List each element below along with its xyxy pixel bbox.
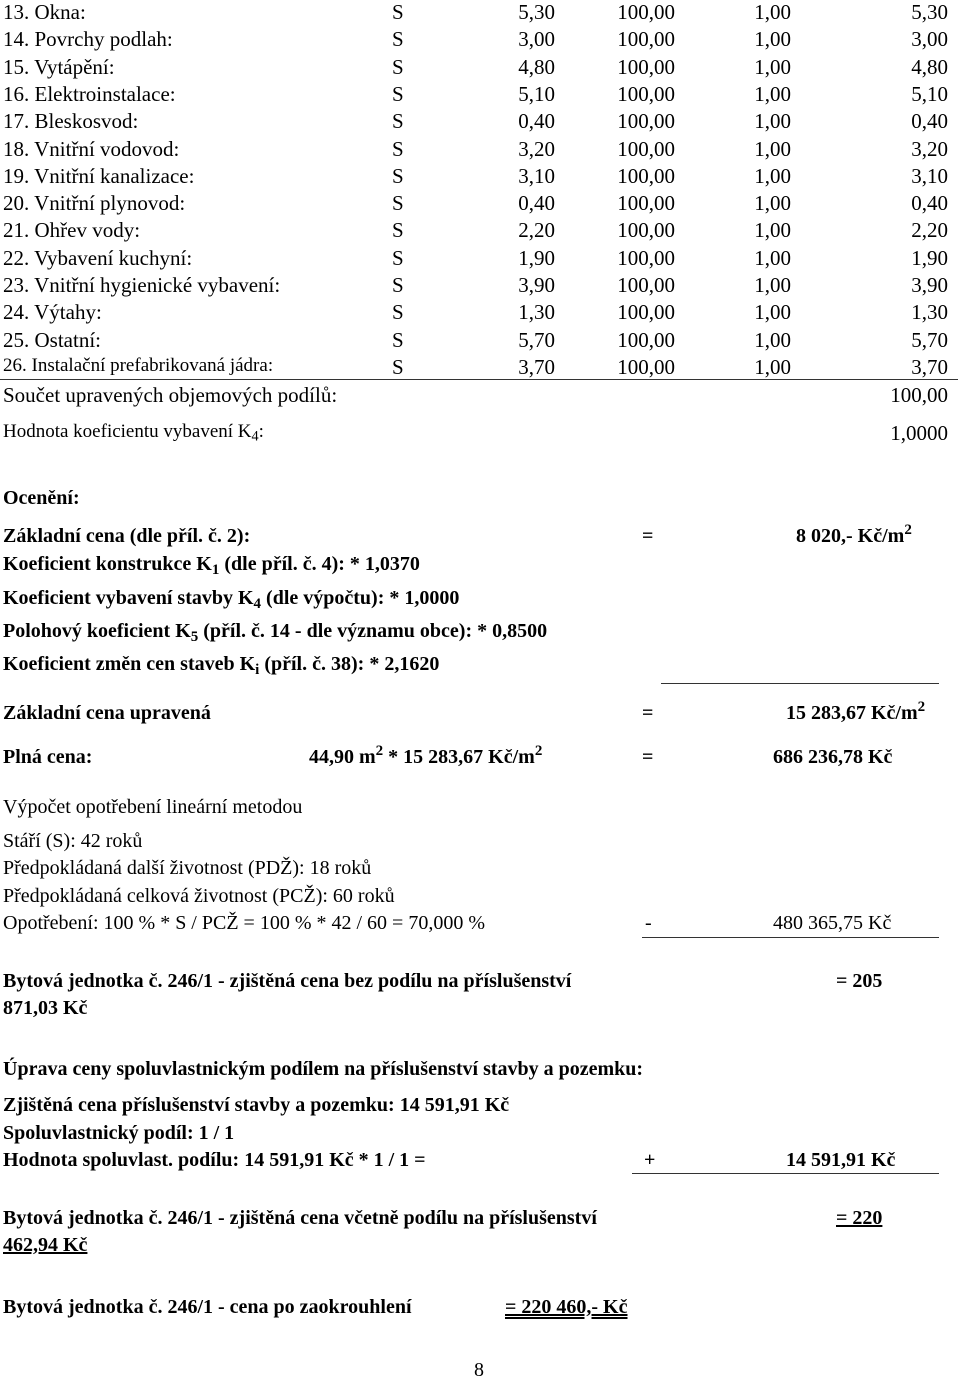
row-value-1: 5,10 xyxy=(518,81,555,106)
row-value-2: 100,00 xyxy=(617,327,675,352)
row-code: S xyxy=(392,300,404,325)
row-value-1: 5,70 xyxy=(518,327,555,352)
row-name: 24. Výtahy: xyxy=(3,300,102,325)
row-name: 26. Instalační prefabrikovaná jádra: xyxy=(3,354,274,376)
row-name: 21. Ohřev vody: xyxy=(3,218,141,243)
sum-value: 100,00 xyxy=(890,383,948,407)
row-name: 20. Vnitřní plynovod: xyxy=(3,191,186,216)
wear-title: Výpočet opotřebení lineární metodou xyxy=(3,796,303,818)
row-code: S xyxy=(392,27,404,52)
unit-price-label: Bytová jednotka č. 246/1 - zjištěná cena bez podílu na příslušenství xyxy=(3,970,572,992)
row-value-3: 1,00 xyxy=(754,27,791,52)
k1-coefficient: Koeficient konstrukce $K_1$ (dle příl. č. 4): * 1,0370 xyxy=(3,553,420,578)
coefficient-divider xyxy=(661,683,939,684)
row-code: S xyxy=(392,109,404,134)
row-value-2: 100,00 xyxy=(617,27,675,52)
table-row xyxy=(0,0,960,27)
table-row xyxy=(0,55,960,82)
row-value-4: 3,10 xyxy=(911,163,948,188)
row-value-2: 100,00 xyxy=(617,245,675,270)
row-code: S xyxy=(392,191,404,216)
row-value-1: 3,70 xyxy=(518,354,555,379)
row-name: 16. Elektroinstalace: xyxy=(3,81,176,106)
row-name: 25. Ostatní: xyxy=(3,327,101,352)
row-value-3: 1,00 xyxy=(754,136,791,161)
row-value-4: 0,40 xyxy=(911,191,948,216)
share-heading: Úprava ceny spoluvlastnickým podílem na příslušenství stavby a pozemku: xyxy=(3,1058,644,1080)
row-name: 13. Okna: xyxy=(3,0,86,24)
wear-remaining-life: Předpokládaná další životnost (PDŽ): 18 roků xyxy=(3,857,372,879)
row-value-4: 0,40 xyxy=(911,109,948,134)
sum-label: Součet upravených objemových podílů: xyxy=(3,383,338,407)
wear-sign: - xyxy=(645,912,652,934)
share-value: 14 591,91 Kč xyxy=(786,1149,896,1171)
table-row xyxy=(0,164,960,191)
row-value-2: 100,00 xyxy=(617,109,675,134)
table-row xyxy=(0,82,960,109)
row-value-4: 3,20 xyxy=(911,136,948,161)
row-value-3: 1,00 xyxy=(754,245,791,270)
base-price-label: Základní cena (dle příl. č. 2): xyxy=(3,525,251,547)
row-value-3: 1,00 xyxy=(754,109,791,134)
wear-age: Stáří (S): 42 roků xyxy=(3,830,143,852)
row-value-2: 100,00 xyxy=(617,81,675,106)
row-code: S xyxy=(392,273,404,297)
table-row xyxy=(0,328,960,355)
row-name: 14. Povrchy podlah: xyxy=(3,27,173,52)
row-value-4: 1,30 xyxy=(911,300,948,325)
row-value-3: 1,00 xyxy=(754,81,791,106)
row-code: S xyxy=(392,54,404,79)
table-row xyxy=(0,355,960,382)
row-value-1: 3,10 xyxy=(518,163,555,188)
row-value-1: 2,20 xyxy=(518,218,555,243)
row-name: 17. Bleskosvod: xyxy=(3,109,139,134)
row-value-4: 3,00 xyxy=(911,27,948,52)
row-value-3: 1,00 xyxy=(754,163,791,188)
row-name: 19. Vnitřní kanalizace: xyxy=(3,163,195,188)
adjusted-price-value: 15 283,67 $Kč/m^2$ xyxy=(786,698,926,724)
unit-price-value: = 205 xyxy=(836,970,883,992)
row-value-3: 1,00 xyxy=(754,191,791,216)
share-found-price: Zjištěná cena příslušenství stavby a pozemku: 14 591,91 Kč xyxy=(3,1094,510,1116)
table-row xyxy=(0,191,960,218)
full-price-eq: = xyxy=(642,746,654,768)
share-sign: + xyxy=(644,1149,656,1171)
row-value-1: 1,30 xyxy=(518,300,555,325)
row-value-1: 3,00 xyxy=(518,27,555,52)
row-code: S xyxy=(392,81,404,106)
row-code: S xyxy=(392,163,404,188)
row-value-4: 4,80 xyxy=(911,54,948,79)
row-name: 18. Vnitřní vodovod: xyxy=(3,136,180,161)
row-value-1: 1,90 xyxy=(518,245,555,270)
row-value-4: 5,70 xyxy=(911,327,948,352)
wear-value: 480 365,75 Kč xyxy=(773,912,892,934)
share-value-label: Hodnota spoluvlast. podílu: 14 591,91 Kč * 1 / 1 = xyxy=(3,1149,426,1171)
row-code: S xyxy=(392,327,404,352)
row-code: S xyxy=(392,136,404,161)
row-value-2: 100,00 xyxy=(617,0,675,24)
final-price-value: = 220 xyxy=(836,1207,883,1229)
row-value-1: 5,30 xyxy=(518,0,555,24)
final-price-value-cont: 462,94 Kč xyxy=(3,1234,88,1256)
wear-calculation: Opotřebení: 100 % * S / PCŽ = 100 % * 42 / 60 = 70,000 % xyxy=(3,912,485,934)
k4-coefficient-label: Hodnota koeficientu vybavení $K_4$: xyxy=(3,421,264,445)
rounded-price-value: = 220 460,- Kč xyxy=(505,1296,628,1318)
row-value-1: 3,20 xyxy=(518,136,555,161)
table-row xyxy=(0,137,960,164)
k5-coefficient: Polohový koeficient $K_5$ (příl. č. 14 - dle významu obce): * 0,8500 xyxy=(3,620,548,645)
page-number: 8 xyxy=(474,1359,484,1381)
table-divider xyxy=(0,379,958,380)
row-value-2: 100,00 xyxy=(617,273,675,297)
row-value-1: 0,40 xyxy=(518,191,555,216)
row-value-3: 1,00 xyxy=(754,354,791,379)
k4-stavby-coefficient: Koeficient vybavení stavby $K_4$ (dle výpočtu): * 1,0000 xyxy=(3,587,460,612)
unit-price-value-cont: 871,03 Kč xyxy=(3,997,88,1019)
row-value-2: 100,00 xyxy=(617,218,675,243)
share-ratio: Spoluvlastnický podíl: 1 / 1 xyxy=(3,1122,235,1144)
full-price-label: Plná cena: xyxy=(3,746,93,768)
row-code: S xyxy=(392,0,404,24)
row-value-2: 100,00 xyxy=(617,354,675,379)
row-value-3: 1,00 xyxy=(754,54,791,79)
row-value-4: 1,90 xyxy=(911,245,948,270)
share-divider xyxy=(632,1173,939,1174)
row-value-3: 1,00 xyxy=(754,300,791,325)
row-value-2: 100,00 xyxy=(617,191,675,216)
table-row xyxy=(0,246,960,273)
row-value-1: 0,40 xyxy=(518,109,555,134)
row-value-3: 1,00 xyxy=(754,0,791,24)
final-price-label: Bytová jednotka č. 246/1 - zjištěná cena včetně podílu na příslušenství xyxy=(3,1207,597,1229)
row-value-2: 100,00 xyxy=(617,136,675,161)
full-price-calc: 44,90 $m^2 * 15$ 283,67 $Kč/m^2$ xyxy=(309,742,543,768)
row-value-4: 5,30 xyxy=(911,0,948,24)
base-price-eq: = xyxy=(642,525,654,547)
table-row xyxy=(0,218,960,245)
row-value-3: 1,00 xyxy=(754,218,791,243)
table-row xyxy=(0,109,960,136)
row-code: S xyxy=(392,218,404,243)
table-row xyxy=(0,273,960,300)
adjusted-price-label: Základní cena upravená xyxy=(3,702,211,724)
row-value-4: 3,70 xyxy=(911,354,948,379)
row-name: 22. Vybavení kuchyní: xyxy=(3,245,193,270)
adjusted-price-eq: = xyxy=(642,702,654,724)
row-value-4: 2,20 xyxy=(911,218,948,243)
table-row xyxy=(0,300,960,327)
base-price-value: 8 020,- $Kč/m^2$ xyxy=(796,521,912,547)
row-name: 23. Vnitřní hygienické vybavení: xyxy=(3,273,281,297)
full-price-value: 686 236,78 Kč xyxy=(773,746,893,768)
row-value-2: 100,00 xyxy=(617,300,675,325)
row-value-4: 3,90 xyxy=(911,273,948,297)
row-value-4: 5,10 xyxy=(911,81,948,106)
row-code: S xyxy=(392,245,404,270)
row-name: 15. Vytápění: xyxy=(3,54,115,79)
row-value-1: 3,90 xyxy=(518,273,555,297)
wear-divider xyxy=(642,937,939,938)
row-value-3: 1,00 xyxy=(754,273,791,297)
row-code: S xyxy=(392,354,404,379)
rounded-price-label: Bytová jednotka č. 246/1 - cena po zaokrouhlení xyxy=(3,1296,412,1318)
row-value-3: 1,00 xyxy=(754,327,791,352)
row-value-2: 100,00 xyxy=(617,163,675,188)
row-value-1: 4,80 xyxy=(518,54,555,79)
k4-coefficient-value: 1,0000 xyxy=(890,421,948,445)
valuation-heading: Ocenění: xyxy=(3,487,80,509)
row-value-2: 100,00 xyxy=(617,54,675,79)
ki-coefficient: Koeficient změn cen staveb $K_i$ (příl. č. 38): * 2,1620 xyxy=(3,653,440,678)
table-row xyxy=(0,27,960,54)
wear-total-life: Předpokládaná celková životnost (PCŽ): 60 roků xyxy=(3,885,395,907)
